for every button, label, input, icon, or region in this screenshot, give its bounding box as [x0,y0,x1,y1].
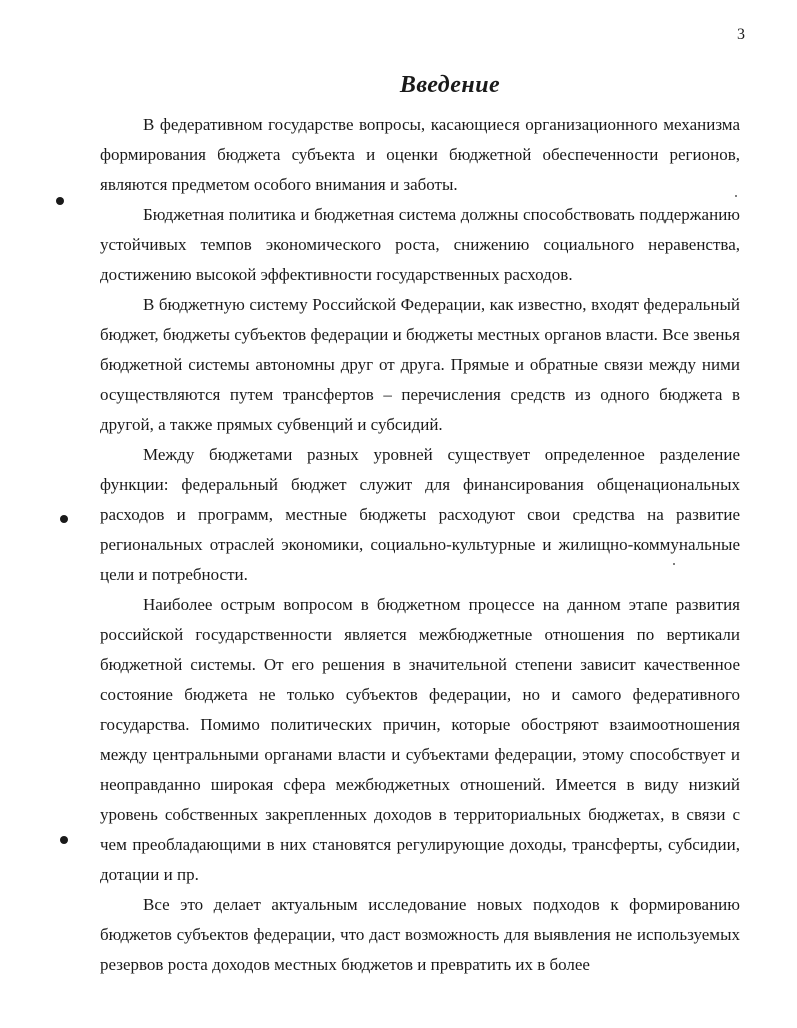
paragraph: В федеративном государстве вопросы, касающиеся организационного механизма формирования бюджета субъекта и оценки бюджетной обеспеченности регионов, являются предметом особого внимания и заботы. [100,115,740,194]
binding-hole-mark [60,515,68,523]
paragraph: Между бюджетами разных уровней существует определенное разделение функции: федеральный бюджет служит для финансирования общенациональных расходов и программ, местные бюджеты расходуют свои средства на развитие региональных отраслей экономики, социально-культурные и жилищно-коммунальные цели и потребности. [100,445,740,584]
body-text [100,110,740,980]
binding-hole-mark [56,197,64,205]
paragraph: Бюджетная политика и бюджетная система должны способствовать поддержанию устойчивых темпов экономического роста, снижению социального неравенства, достижению высокой эффективности государственных расходов. [100,205,740,284]
page-number: 3 [737,26,745,43]
paragraph: Наиболее острым вопросом в бюджетном процессе на данном этапе развития российской государственности является межбюджетные отношения по вертикали бюджетной системы. От его решения в значительной степени зависит качественное состояние бюджета не только субъектов федерации, но и самого федеративного государства. Помимо политических причин, которые обостряют взаимоотношения между центральными органами власти и субъектами федерации, этому способствует и неоправданно широкая сфера межбюджетных отношений. Имеется в виду низкий уровень собственных закрепленных доходов в территориальных бюджетах, в связи с чем преобладающими в них становятся регулирующие доходы, трансферты, субсидии, дотации и пр. [100,595,740,884]
page-title: Введение [399,72,501,98]
binding-hole-mark [60,836,68,844]
paragraph: Все это делает актуальным исследование новых подходов к формированию бюджетов субъектов федерации, что даст возможность для выявления не используемых резервов роста доходов местных бюджетов и превратить их в более [100,895,740,974]
paragraph: В бюджетную систему Российской Федерации, как известно, входят федеральный бюджет, бюджеты субъектов федерации и бюджеты местных органов власти. Все звенья бюджетной системы автономны друг от друга. Прямые и обратные связи между ними осуществляются путем трансфертов – перечисления средств из одного бюджета в другой, а также прямых субвенций и субсидий. [100,295,740,434]
